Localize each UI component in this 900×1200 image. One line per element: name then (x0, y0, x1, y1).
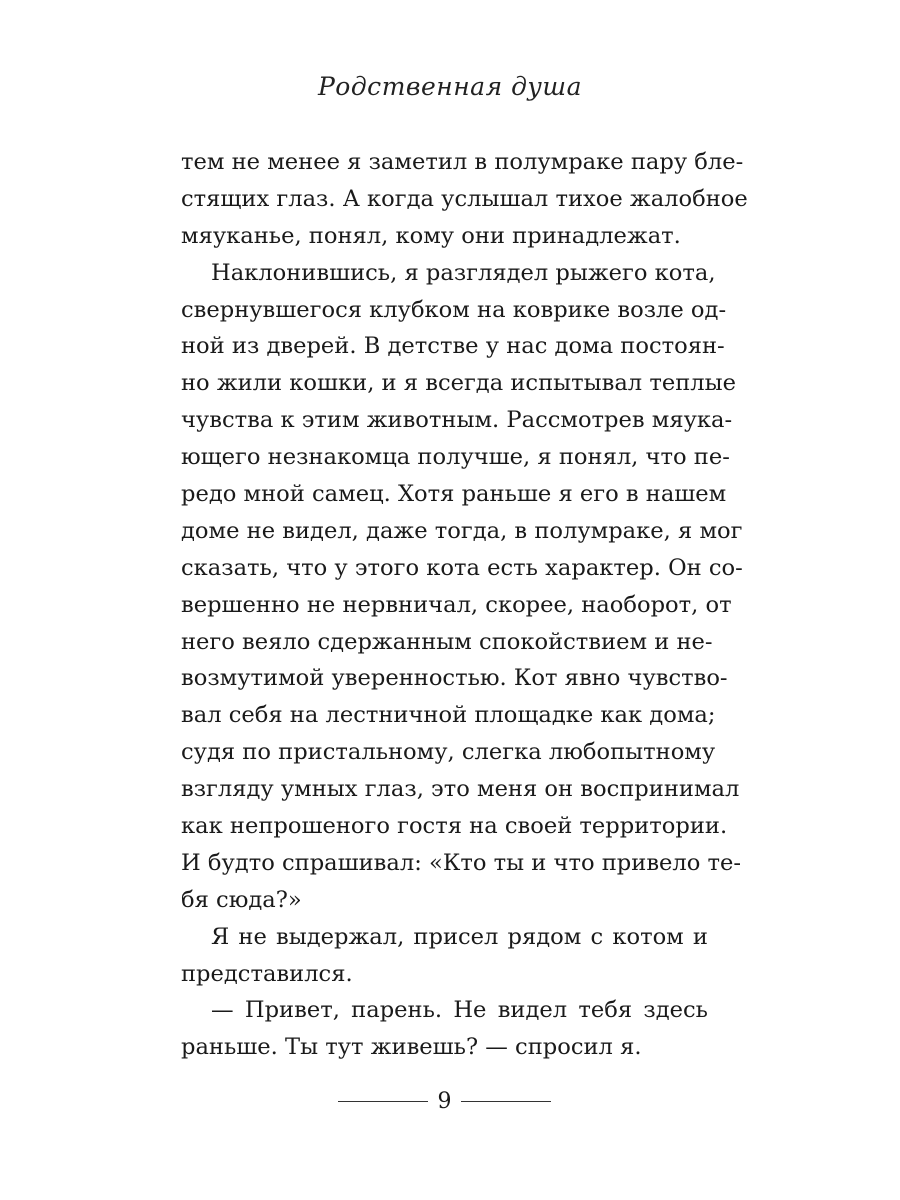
text-line: вершенно не нервничал, скорее, наоборот, от (181, 591, 732, 618)
text-line: возмутимой уверенностью. Кот явно чувство- (181, 665, 728, 692)
text-line: судя по пристальному, слегка любопытному (181, 739, 716, 766)
text-line: взгляду умных глаз, это меня он воспринимал (181, 776, 740, 803)
page-number: 9 (437, 1089, 452, 1114)
text-line: представился. (181, 960, 353, 987)
text-line: как непрошеного гостя на своей территории. (181, 813, 728, 840)
text-line: тем не менее я заметил в полумраке пару бле- (181, 149, 744, 175)
text-line: раньше. Ты тут живешь? — спросил я. (181, 1034, 642, 1061)
folio-rule-right (461, 1101, 551, 1102)
text-line: мяуканье, понял, кому они принадлежат. (181, 222, 681, 249)
text-line: — Привет, парень. Не видел тебя здесь (211, 997, 708, 1024)
text-line: ющего незнакомца получше, я понял, что пе- (181, 444, 730, 471)
text-line: вал себя на лестничной площадке как дома; (181, 702, 716, 729)
paragraph (181, 144, 748, 255)
folio-rule-left (338, 1101, 428, 1102)
text-line: И будто спрашивал: «Кто ты и что привело те- (181, 849, 742, 876)
folio (0, 1088, 900, 1118)
paragraph (181, 919, 708, 993)
body-text (181, 144, 748, 1066)
text-line: него веяло сдержанным спокойствием и не- (181, 628, 713, 655)
text-line: стящих глаз. А когда услышал тихое жалобное (181, 185, 748, 212)
text-line: чувства к этим животным. Рассмотрев мяука- (181, 407, 733, 434)
text-line: редо мной самец. Хотя раньше я его в нашем (181, 481, 727, 508)
text-line: свернувшегося клубком на коврике возле од- (181, 296, 727, 323)
text-line: Наклонившись, я разглядел рыжего кота, (211, 259, 716, 286)
text-line: Я не выдержал, присел рядом с котом и (211, 923, 708, 950)
text-line: бя сюда?» (181, 886, 302, 913)
text-line: доме не видел, даже тогда, в полумраке, я мог (181, 517, 743, 544)
running-head: Родственная душа (317, 72, 583, 101)
text-line: ной из дверей. В детстве у нас дома постоян- (181, 333, 725, 360)
text-line: сказать, что у этого кота есть характер. Он со- (181, 554, 743, 581)
text-line: но жили кошки, и я всегда испытывал теплые (181, 370, 736, 397)
paragraph (181, 992, 708, 1066)
paragraph (181, 255, 743, 919)
